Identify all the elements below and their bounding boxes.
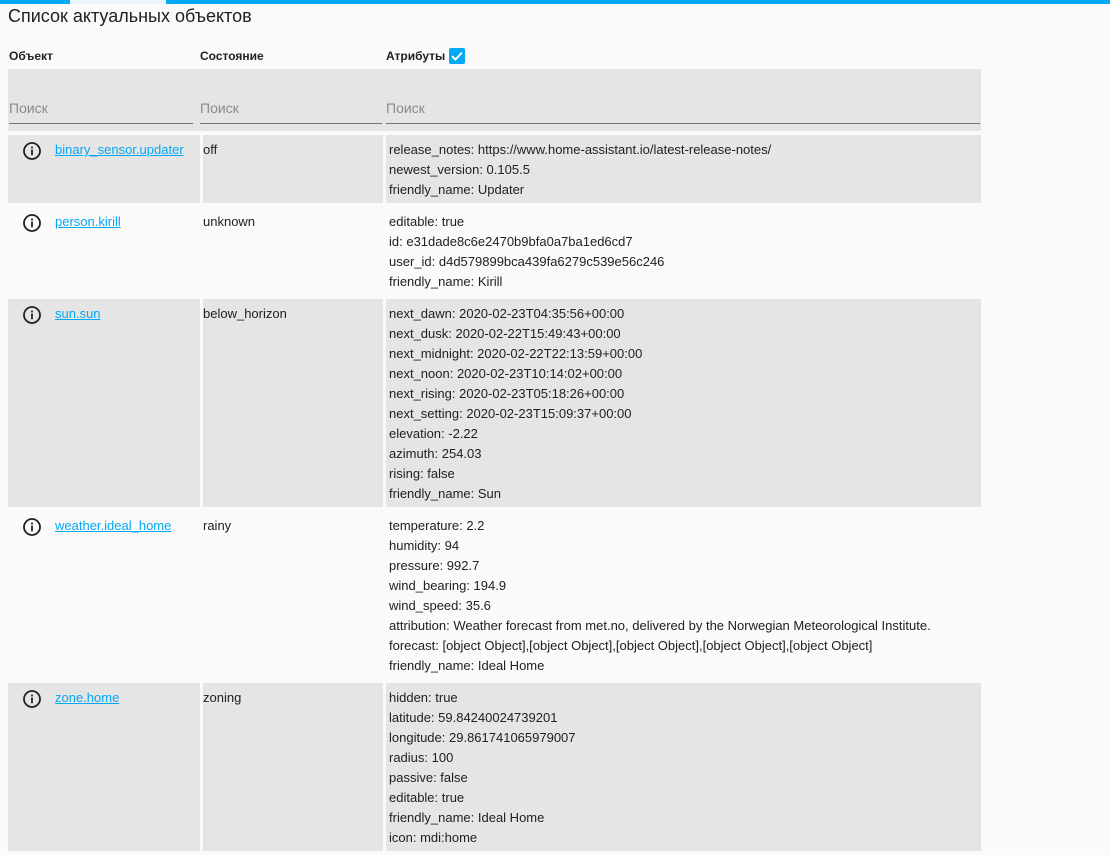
column-divider [200,683,203,851]
entity-link[interactable]: zone.home [55,690,120,705]
attribute-line: friendly_name: Ideal Home [389,810,545,825]
column-header-entity: Объект [9,49,53,63]
attribute-line: wind_speed: 35.6 [389,598,491,613]
top-accent-bar [0,0,1110,4]
attribute-line: user_id: d4d579899bca439fa6279c539e56c246 [389,254,665,269]
info-icon[interactable] [22,213,42,233]
entity-link[interactable]: sun.sun [55,306,101,321]
entity-cell [8,135,200,203]
attributes-checkbox[interactable] [449,48,465,64]
attribute-line: humidity: 94 [389,538,460,553]
column-header-state: Состояние [200,49,264,63]
table-row [8,299,981,507]
attribute-line: next_rising: 2020-02-23T05:18:26+00:00 [389,386,625,401]
table-row [8,511,981,679]
table-row [8,683,981,851]
state-cell: unknown [203,214,256,229]
entity-link[interactable]: person.kirill [55,214,121,229]
checkmark-icon [450,49,464,63]
state-cell: rainy [203,518,232,533]
table-row [8,207,981,295]
state-cell: below_horizon [203,306,287,321]
attributes-cell [389,207,981,295]
attributes-filter-input[interactable] [386,93,980,124]
attribute-line: forecast: [object Object],[object Object],[object Object],[object Object],[object Object] [389,638,873,653]
attribute-line: next_noon: 2020-02-23T10:14:02+00:00 [389,366,623,381]
column-headers [0,46,990,68]
column-header-attributes [386,46,465,66]
attribute-line: temperature: 2.2 [389,518,485,533]
filter-row [8,69,981,131]
entity-link[interactable]: weather.ideal_home [55,518,172,533]
attribute-line: elevation: -2.22 [389,426,478,441]
attributes-cell [389,683,981,851]
attribute-line: id: e31dade8c6e2470b9bfa0a7ba1ed6cd7 [389,234,633,249]
column-divider [383,299,386,507]
attribute-line: next_setting: 2020-02-23T15:09:37+00:00 [389,406,632,421]
info-icon[interactable] [22,517,42,537]
column-header-attributes-label: Атрибуты [386,49,446,63]
column-divider [383,207,386,295]
top-bar-tab-indicator [70,0,166,4]
attribute-line: friendly_name: Sun [389,486,502,501]
info-icon[interactable] [22,305,42,325]
entity-cell [8,299,200,507]
attribute-line: friendly_name: Ideal Home [389,658,545,673]
entity-filter-input[interactable] [9,93,193,124]
info-icon[interactable] [22,689,42,709]
entity-table-body [8,135,981,855]
attribute-line: passive: false [389,770,468,785]
column-divider [383,683,386,851]
attribute-line: radius: 100 [389,750,454,765]
attribute-line: friendly_name: Updater [389,182,525,197]
attribute-line: rising: false [389,466,455,481]
page-title: Список актуальных объектов [8,6,252,26]
entity-cell [8,683,200,851]
attribute-line: icon: mdi:home [389,830,478,845]
state-filter-input[interactable] [200,93,382,124]
column-divider [383,511,386,679]
attribute-line: pressure: 992.7 [389,558,480,573]
attribute-line: azimuth: 254.03 [389,446,482,461]
attribute-line: attribution: Weather forecast from met.no, delivered by the Norwegian Meteorological Institute. [389,618,931,633]
attributes-cell [389,511,981,679]
attribute-line: editable: true [389,790,465,805]
attributes-cell [389,135,981,203]
attribute-line: longitude: 29.861741065979007 [389,730,576,745]
info-icon[interactable] [22,141,42,161]
attribute-line: latitude: 59.84240024739201 [389,710,558,725]
attribute-line: newest_version: 0.105.5 [389,162,530,177]
entity-link[interactable]: binary_sensor.updater [55,142,184,157]
state-cell: off [203,142,218,157]
attributes-cell [389,299,981,507]
entity-cell [8,511,200,679]
table-row [8,135,981,203]
entity-cell [8,207,200,295]
attribute-line: release_notes: https://www.home-assistant.io/latest-release-notes/ [389,142,772,157]
attribute-line: wind_bearing: 194.9 [389,578,507,593]
attribute-line: editable: true [389,214,465,229]
attribute-line: hidden: true [389,690,458,705]
attribute-line: next_dawn: 2020-02-23T04:35:56+00:00 [389,306,625,321]
attribute-line: next_midnight: 2020-02-22T22:13:59+00:00 [389,346,643,361]
column-divider [383,135,386,203]
column-divider [200,511,203,679]
column-divider [200,299,203,507]
state-cell: zoning [203,690,242,705]
attribute-line: next_dusk: 2020-02-22T15:49:43+00:00 [389,326,621,341]
attribute-line: friendly_name: Kirill [389,274,503,289]
